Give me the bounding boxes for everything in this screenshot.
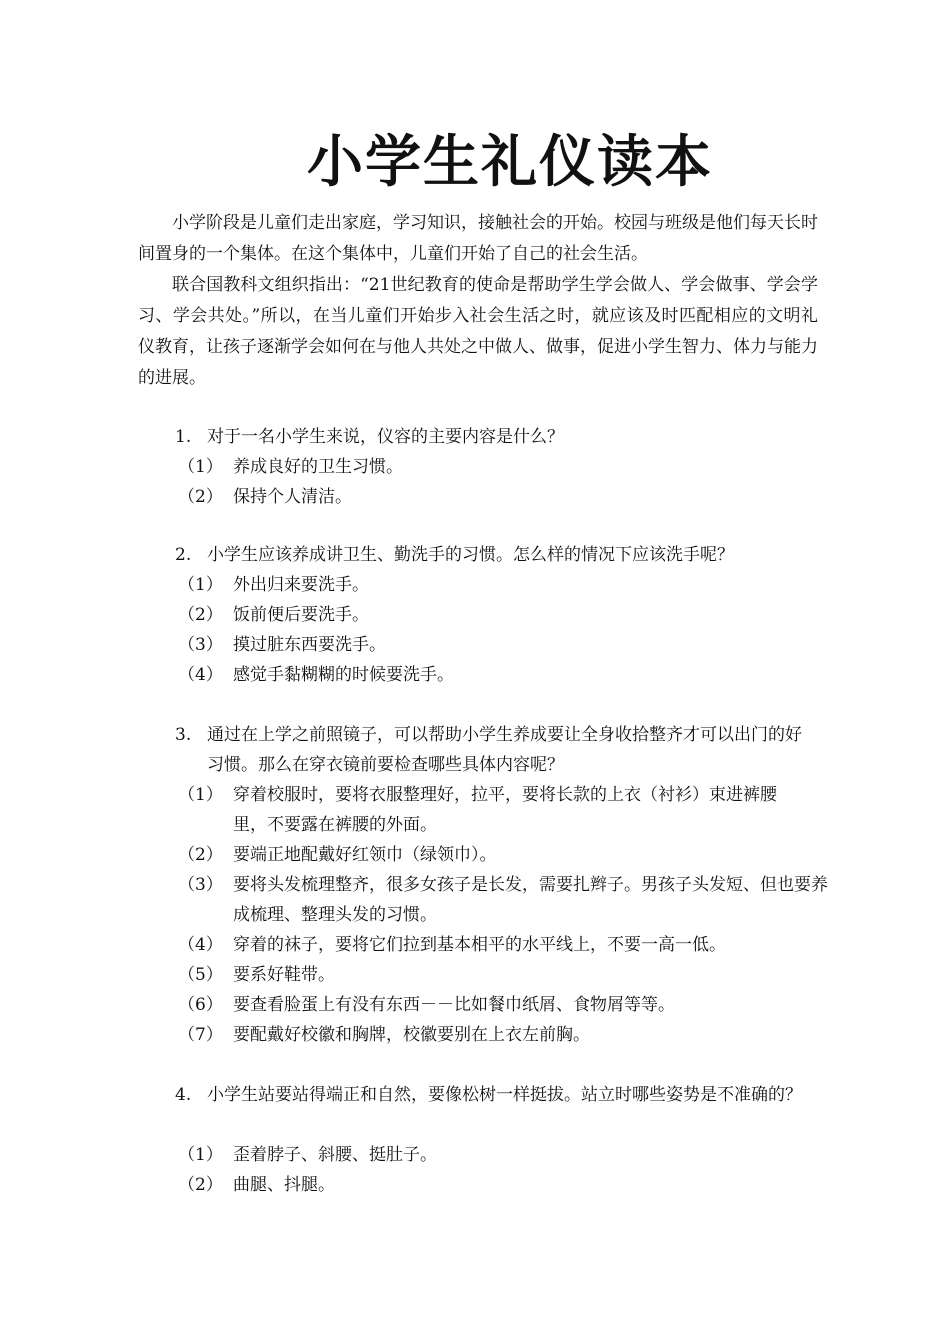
intro-paragraph: 联合国教科文组织指出：“21世纪教育的使命是帮助学生学会做人、学会做事、学会学习、学会共处。”所以，在当儿童们开始步入社会生活之时，就应该及时匹配相应的文明礼仪教育，让孩子逐渐学会如何在与他人共处之中做人、做事，促进小学生智力、体力与能力的进展。	[138, 275, 818, 388]
item-number: （3）	[178, 635, 223, 655]
item-text: 饭前便后要洗手。	[233, 605, 369, 625]
question-2	[175, 540, 815, 570]
question-text: 小学生站要站得端正和自然，要像松树一样挺拔。站立时哪些姿势是不准确的？	[207, 1085, 802, 1105]
list-item	[178, 630, 838, 660]
list-item	[178, 1140, 838, 1170]
question-1	[175, 422, 815, 452]
item-number: （2）	[178, 605, 223, 625]
question-3-answers	[178, 780, 838, 1050]
question-text: 对于一名小学生来说，仪容的主要内容是什么？	[207, 427, 564, 447]
item-number: （1）	[178, 575, 223, 595]
question-number: 1.	[175, 427, 192, 447]
list-item	[178, 1170, 838, 1200]
list-item	[178, 930, 838, 960]
item-text: 要将头发梳理整齐，很多女孩子是长发，需要扎辫子。男孩子头发短、但也要养成梳理、整理头发的习惯。	[233, 875, 828, 925]
question-3	[175, 720, 815, 780]
item-text: 曲腿、抖腿。	[233, 1175, 335, 1195]
item-text: 要查看脸蛋上有没有东西－－比如餐巾纸屑、食物屑等等。	[233, 995, 675, 1015]
question-text: 通过在上学之前照镜子，可以帮助小学生养成要让全身收拾整齐才可以出门的好习惯。那么在穿衣镜前要检查哪些具体内容呢？	[207, 725, 802, 775]
item-text: 要配戴好校徽和胸牌，校徽要别在上衣左前胸。	[233, 1025, 590, 1045]
list-item	[178, 960, 838, 990]
list-item	[178, 870, 838, 930]
item-text: 要端正地配戴好红领巾（绿领巾）。	[233, 845, 497, 865]
item-text: 感觉手黏糊糊的时候要洗手。	[233, 665, 454, 685]
item-text: 穿着校服时，要将衣服整理好，拉平，要将长款的上衣（衬衫）束进裤腰里，不要露在裤腰的外面。	[233, 785, 777, 835]
item-number: （7）	[178, 1025, 223, 1045]
item-number: （4）	[178, 665, 223, 685]
item-text: 穿着的袜子，要将它们拉到基本相平的水平线上，不要一高一低。	[233, 935, 726, 955]
question-number: 4.	[175, 1085, 192, 1105]
item-number: （4）	[178, 935, 223, 955]
question-text: 小学生应该养成讲卫生、勤洗手的习惯。怎么样的情况下应该洗手呢？	[207, 545, 734, 565]
intro-section	[138, 208, 818, 394]
item-text: 歪着脖子、斜腰、挺肚子。	[233, 1145, 437, 1165]
page-title: 小学生礼仪读本	[307, 129, 713, 195]
item-number: （3）	[178, 875, 223, 895]
list-item	[178, 452, 838, 482]
question-4	[175, 1080, 815, 1110]
item-text: 保持个人清洁。	[233, 487, 352, 507]
list-item	[178, 780, 778, 840]
list-item	[178, 660, 838, 690]
item-text: 养成良好的卫生习惯。	[233, 457, 403, 477]
item-number: （2）	[178, 1175, 223, 1195]
item-number: （1）	[178, 1145, 223, 1165]
item-number: （1）	[178, 785, 223, 805]
list-item	[178, 1020, 838, 1050]
item-number: （6）	[178, 995, 223, 1015]
list-item	[178, 482, 838, 512]
list-item	[178, 570, 838, 600]
question-number: 2.	[175, 545, 192, 565]
item-number: （2）	[178, 845, 223, 865]
item-text: 摸过脏东西要洗手。	[233, 635, 386, 655]
question-4-answers	[178, 1140, 838, 1200]
question-2-answers	[178, 570, 838, 690]
item-number: （1）	[178, 457, 223, 477]
question-1-answers	[178, 452, 838, 512]
list-item	[178, 840, 838, 870]
item-text: 外出归来要洗手。	[233, 575, 369, 595]
list-item	[178, 600, 838, 630]
item-number: （2）	[178, 487, 223, 507]
question-number: 3.	[175, 725, 192, 745]
item-number: （5）	[178, 965, 223, 985]
item-text: 要系好鞋带。	[233, 965, 335, 985]
list-item	[178, 990, 838, 1020]
intro-paragraph: 小学阶段是儿童们走出家庭，学习知识，接触社会的开始。校园与班级是他们每天长时间置身的一个集体。在这个集体中，儿童们开始了自己的社会生活。	[138, 213, 818, 264]
